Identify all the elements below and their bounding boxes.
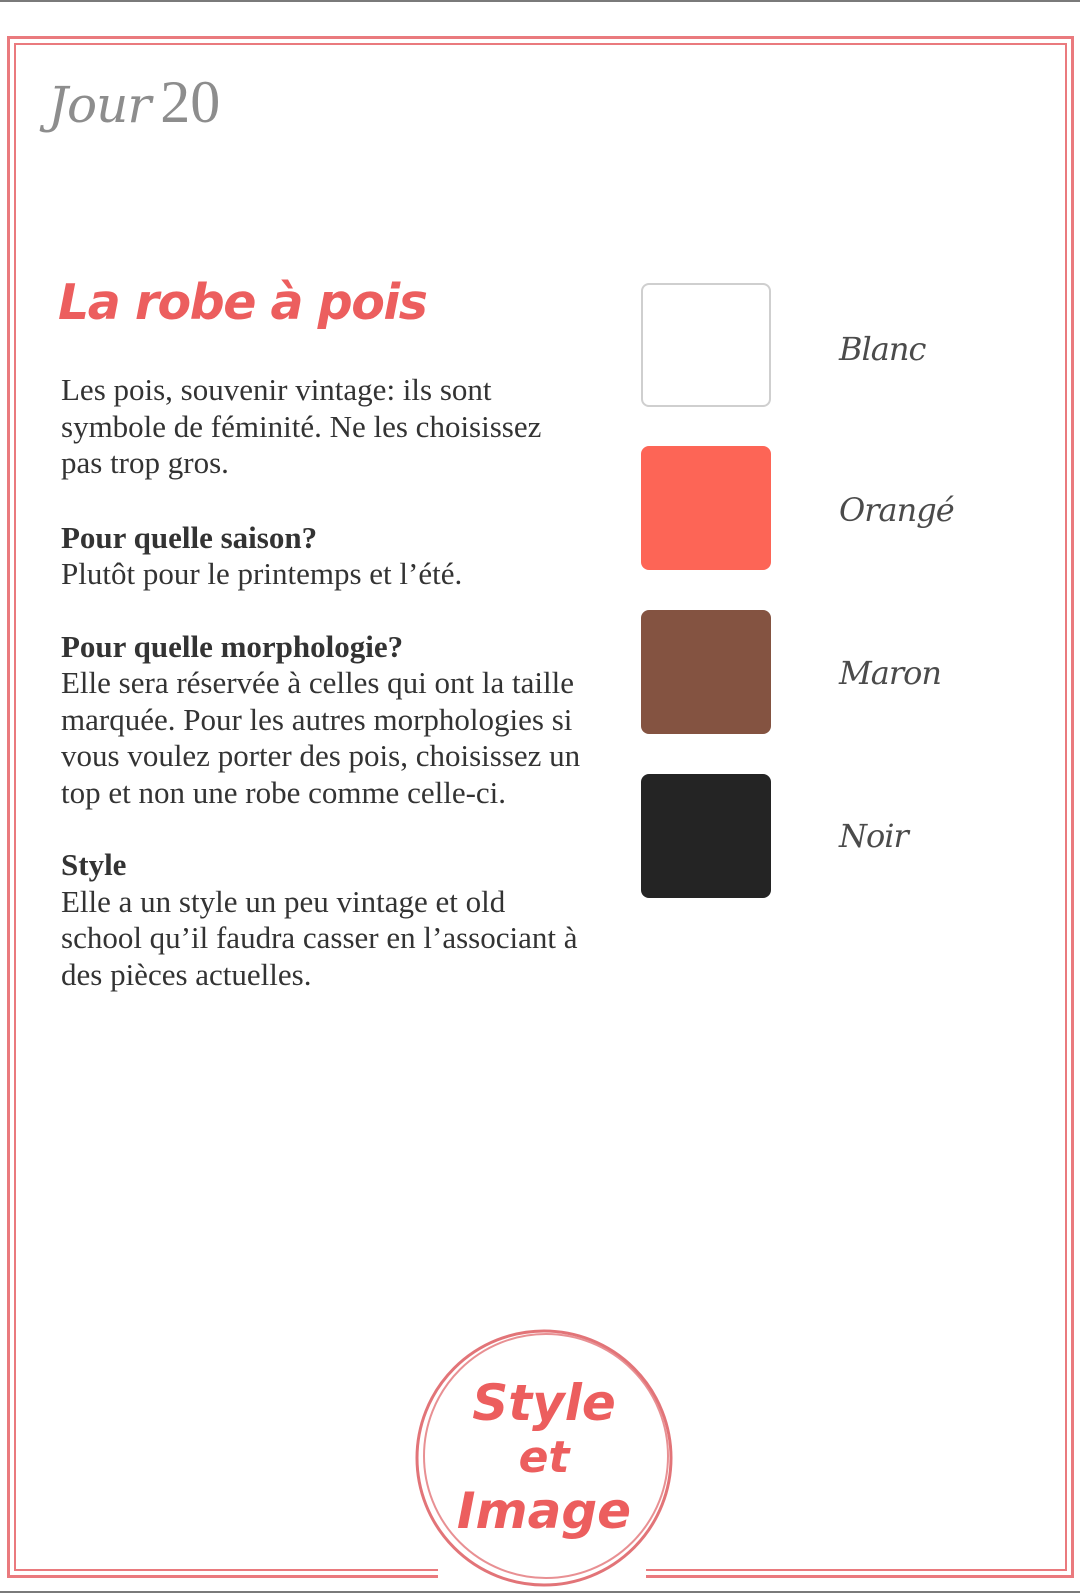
day-word: Jour: [48, 76, 151, 134]
season-section: [61, 520, 581, 593]
style-section: [61, 847, 581, 993]
color-swatch-brown: [641, 610, 771, 734]
style-text: Elle a un style un peu vintage et old school qu’il faudra casser en l’associant à des pièces actuelles.: [61, 883, 578, 992]
color-swatch-orange: [641, 446, 771, 570]
day-number: 20: [160, 69, 221, 135]
style-heading: Style: [61, 847, 127, 882]
item-title: La robe à pois: [58, 274, 427, 331]
morphology-section: [61, 629, 581, 812]
logo-line-1: Style: [472, 1374, 616, 1432]
color-swatch-black: [641, 774, 771, 898]
color-label-white: Blanc: [839, 330, 926, 368]
color-label-black: Noir: [839, 817, 908, 855]
morphology-text: Elle sera réservée à celles qui ont la taille marquée. Pour les autres morphologies si vous voulez porter des pois, choisissez un top et non une robe comme celle-ci.: [61, 665, 581, 810]
morphology-heading: Pour quelle morphologie?: [61, 628, 404, 664]
season-text: Plutôt pour le printemps et l’été.: [61, 556, 463, 591]
color-swatch-white: [641, 283, 771, 407]
season-heading: Pour quelle saison?: [61, 519, 318, 555]
logo-line-2: et: [518, 1432, 570, 1483]
day-title: [48, 68, 220, 137]
style-et-image-logo: [408, 1322, 680, 1594]
color-label-brown: Maron: [839, 654, 942, 692]
intro-paragraph: Les pois, souvenir vintage: ils sont symbole de féminité. Ne les choisissez pas trop gros.: [61, 372, 542, 480]
color-label-orange: Orangé: [839, 491, 954, 529]
logo-line-3: Image: [456, 1482, 632, 1540]
top-rule: [0, 0, 1080, 2]
item-description: [61, 372, 581, 1029]
